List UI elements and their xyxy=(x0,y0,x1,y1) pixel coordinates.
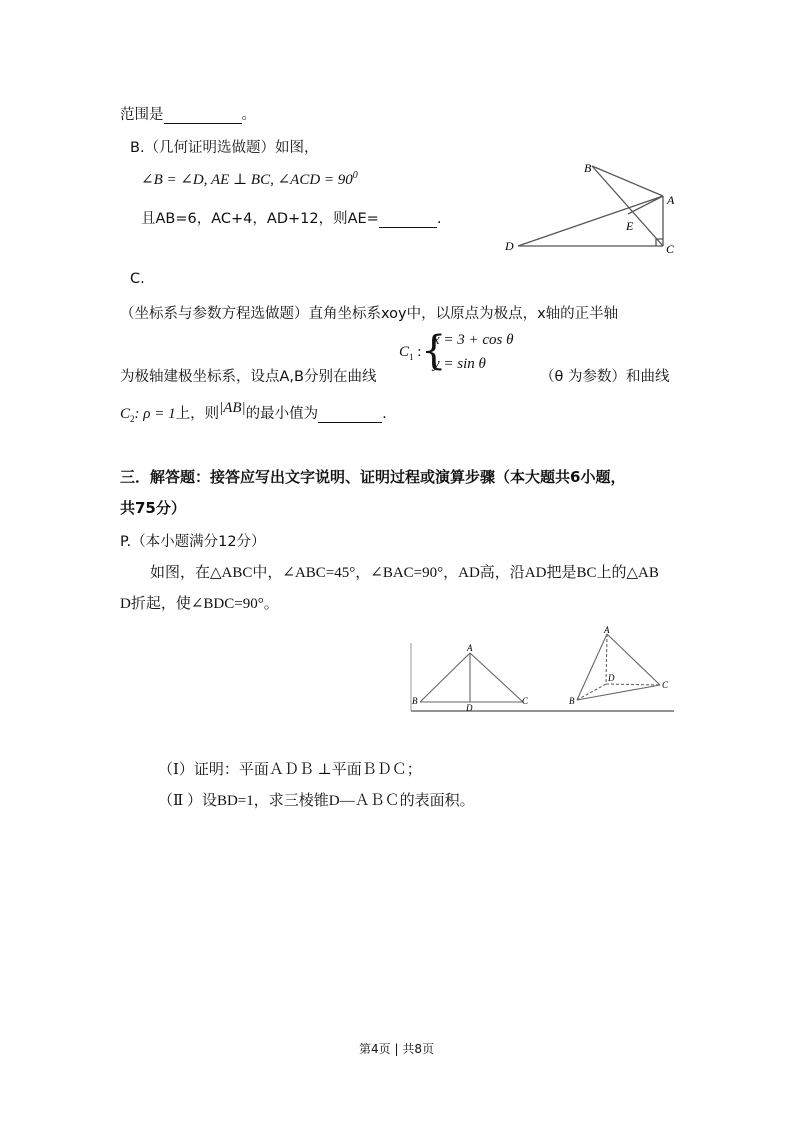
partC-blank xyxy=(318,406,382,423)
right-DC xyxy=(606,684,660,685)
right-tetrahedron xyxy=(577,634,660,700)
c2-subscript: 2 xyxy=(130,413,135,424)
left-BA xyxy=(420,653,470,702)
problemP-q2: （Ⅱ ）设BD=1，求三棱锥D—ＡＢＣ的表面积。 xyxy=(158,793,475,809)
curve-c1-name xyxy=(399,344,421,362)
range-line xyxy=(120,103,256,124)
partB-given-text: 且AB=6，AC+4，AD+12，则AE= xyxy=(141,211,379,227)
right-label-C: C xyxy=(662,680,669,690)
left-AC xyxy=(470,653,523,702)
partC-line3 xyxy=(120,402,387,424)
partB-blank xyxy=(379,211,437,228)
right-label-B: B xyxy=(569,696,575,706)
left-label-B: B xyxy=(412,696,418,706)
partC-line2-text: 为极轴建极坐标系，设点A,B分别在曲线 xyxy=(120,369,377,385)
partB-given-end: . xyxy=(436,211,442,227)
c1-eq2: y = sin θ xyxy=(433,356,486,372)
left-label-A: A xyxy=(467,643,473,653)
partB-label: B.（几何证明选做题）如图， xyxy=(130,140,319,156)
section3-heading-line1: 三．解答题：接答应写出文字说明、证明过程或演算步骤（本大题共6小题， xyxy=(120,468,626,486)
right-label-D: D xyxy=(608,673,615,683)
range-end: 。 xyxy=(241,107,256,123)
segment-AE xyxy=(628,196,663,214)
right-AD xyxy=(606,634,607,684)
problemP-figures xyxy=(408,625,678,715)
left-triangle xyxy=(420,653,523,702)
c3-end: . xyxy=(382,406,387,422)
partB-given xyxy=(141,207,441,228)
fig-label-A: A xyxy=(667,193,675,207)
fig-label-C: C xyxy=(666,242,675,256)
right-label-A: A xyxy=(604,625,610,635)
fig-label-B: B xyxy=(584,161,592,175)
problemP-stem-line2: D折起，使∠BDC=90°。 xyxy=(120,596,279,612)
c3-mid: 上，则 xyxy=(175,406,220,422)
c1-brace: { xyxy=(421,328,447,374)
partB-formula-sup: 0 xyxy=(352,170,358,181)
c1-letter: C xyxy=(399,344,410,360)
c1-subscript: 1 xyxy=(409,352,414,362)
right-AC xyxy=(607,634,660,685)
segment-BA xyxy=(592,166,663,196)
c1-eq1: x = 3 + cos θ xyxy=(433,332,514,348)
left-label-C: C xyxy=(522,696,529,706)
range-text: 范围是 xyxy=(120,107,164,123)
segment-BC xyxy=(592,166,663,246)
left-label-D: D xyxy=(466,703,473,713)
partC-line1: （坐标系与参数方程选做题）直角坐标系xoy中，以原点为极点，x轴的正半轴 xyxy=(120,306,619,322)
fig-label-E: E xyxy=(626,219,634,233)
c2-equation: : ρ = 1 xyxy=(134,406,176,422)
right-BC xyxy=(577,685,660,700)
problemP-stem-line1: 如图，在△ABC中，∠ABC=45°，∠BAC=90°，AD高，沿AD把是BC上的△AB xyxy=(150,565,659,581)
fig-label-D: D xyxy=(505,239,514,253)
c1-colon: : xyxy=(413,344,422,360)
partC-label: C. xyxy=(130,271,145,287)
right-AB xyxy=(577,634,607,700)
partB-formula-main: ∠B = ∠D, AE ⊥ BC, ∠ACD = 90 xyxy=(141,172,353,188)
abs-AB: |AB| xyxy=(219,400,246,416)
answer-blank xyxy=(164,107,242,124)
c2-letter: C xyxy=(120,406,131,422)
partB-formula xyxy=(141,170,358,189)
problemP-label: P.（本小题满分12分） xyxy=(120,534,266,550)
section3-heading-line2: 共75分） xyxy=(120,499,186,517)
problemP-q1: （Ⅰ）证明：平面ＡＤＢ ⊥平面ＢＤＣ； xyxy=(158,762,422,778)
partB-figure xyxy=(500,152,690,260)
theta-note: （θ 为参数）和曲线 xyxy=(540,369,670,385)
page-footer: 第4页 | 共8页 xyxy=(359,1042,434,1056)
c3-post: 的最小值为 xyxy=(245,406,319,422)
